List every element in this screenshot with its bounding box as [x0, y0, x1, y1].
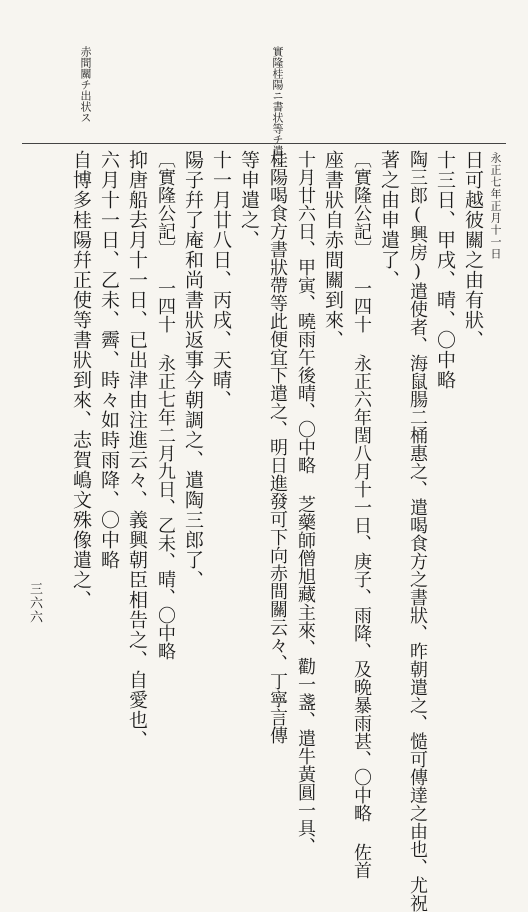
text-column-10: 十一月廿八日、丙戌、天晴、 [210, 150, 232, 410]
text-column-1: 日可越彼關之由有狀、 [462, 150, 484, 350]
text-column-15: 自博多桂陽幷正使等書狀到來、志賀嶋文殊像遣之、 [70, 150, 92, 610]
text-column-4: 著之由申遣了、 [378, 150, 400, 290]
text-column-14: 六月十一日、乙未、霽、時々如時雨降、〇中略 [98, 150, 120, 570]
header-rule [22, 143, 506, 144]
text-column-8: 桂陽喝食方書狀帶等此便宜下遣之、明日進發可下向赤間關云々、丁寧言傳 [267, 150, 288, 744]
text-column-3: 陶三郎(興房)遣使者、海鼠腸二桶惠之、遣喝食方之書狀、昨朝遣之、慥可傳達之由也、尤祝 [407, 150, 428, 912]
text-column-13: 抑唐船去月十一日、已出津由注進云々、義興朝臣相告之、自愛也、 [126, 150, 148, 750]
text-column-9: 等申遣之、 [238, 150, 260, 250]
margin-note-1: 實隆桂陽ニ書状等チ遣ル [271, 46, 284, 167]
text-column-6: 座書狀自赤間關到來、 [322, 150, 344, 350]
text-column-7: 十月廿六日、甲寅、曉雨午後晴、〇中略 芝藥師僧旭藏主來、勸一盞、遣牛黃圓一具、 [295, 150, 316, 855]
text-column-11: 陽子幷了庵和尚書狀返事今朝調之、遣陶三郎了、 [182, 150, 204, 590]
page-number: 三六六 [27, 582, 42, 624]
text-column-5-source: 〔實隆公記〕 一四十 永正六年閏八月十一日、庚子、雨降、及晩暴雨甚、〇中略 佐首 [351, 150, 372, 879]
text-column-2: 十三日、甲戌、晴、〇中略 [434, 150, 456, 390]
running-header: 永正七年正月十一日 [489, 152, 502, 260]
text-column-12-source: 〔實隆公記〕 一四十 永正七年二月九日、乙未、晴、〇中略 [155, 150, 176, 660]
margin-note-2: 赤間關チ出状ス [79, 46, 92, 123]
